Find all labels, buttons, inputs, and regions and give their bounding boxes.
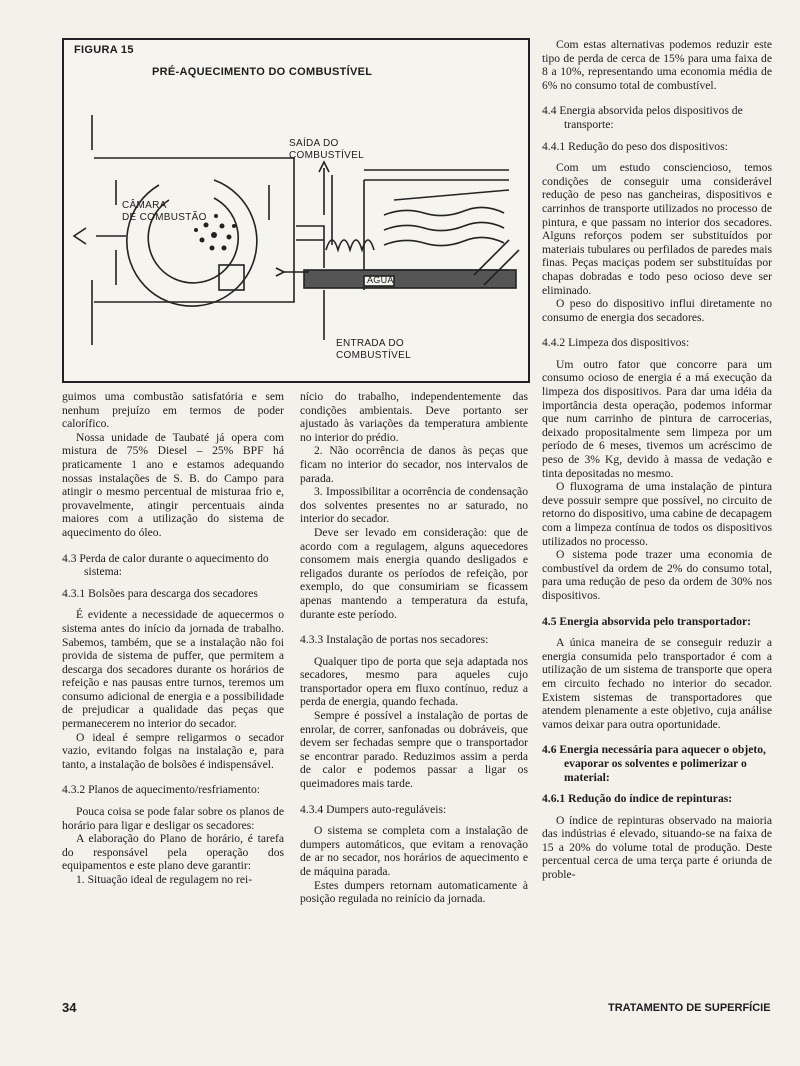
paragraph: A elaboração do Plano de horário, é tarefa do responsável pela operação dos equipamentos e este plano deve garantir:: [62, 832, 284, 873]
outlet-label-line-2: COMBUSTÍVEL: [289, 150, 364, 161]
section-heading-4-6-1: 4.6.1 Redução do índice de repinturas:: [542, 792, 733, 806]
section-heading-4-3-1: 4.3.1 Bolsões para descarga dos secadores: [62, 586, 258, 600]
paragraph: 2. Não ocorrência de danos às peças que ficam no interior do secador, nos intervalos de parada.: [300, 444, 528, 485]
chamber-label-line-2: DE COMBUSTÃO: [122, 212, 207, 223]
paragraph: Estes dumpers retornam automaticamente à posição regulada no reinício da jornada.: [300, 878, 528, 906]
paragraph: Um outro fator que concorre para um consumo ocioso de energia é a má execução da limpeza dos dispositivos. Para dar uma idéia da importância desta operação, podemos informar que num carrinho de pintura de carrocerias, deixado propositalmente sem limpeza por um período de 6 meses, tivemos um acréscimo de peso de 3% Kg, devido à massa de vedação e tinta depositadas no mesmo.: [542, 357, 772, 480]
section-heading-4-4: 4.4 Energia absorvida pelos dispositivos de transporte:: [542, 104, 743, 131]
paragraph: O sistema se completa com a instalação de dumpers automáticos, que evitam a renovação de ar no secador, nos horários de aquecimento e de máquina parada.: [300, 824, 528, 878]
paragraph: O peso do dispositivo influi diretamente no consumo de energia dos secadores.: [542, 297, 772, 324]
publication-name: TRATAMENTO DE SUPERFÍCIE: [608, 1002, 771, 1014]
paragraph: Pouca coisa se pode falar sobre os planos de horário para ligar e desligar os secadores:: [62, 805, 284, 832]
paragraph: Com um estudo consciencioso, temos condições de conseguir uma considerável redução de peso nas gancheiras, dispositivos e carrinhos de transporte utilizados no processo de pintura, e que passam no interior dos secadores. Alguns reforços podem ser substituídos por materiais tubulares ou perfilados de paredes mais finas. Peças maciças podem ser substituídas por chapas dobradas e todo peso ocioso deve ser eliminado.: [542, 161, 772, 297]
section-heading-4-5: 4.5 Energia absorvida pelo transportador:: [542, 614, 752, 628]
section-heading-4-3-3: 4.3.3 Instalação de portas nos secadores:: [300, 633, 489, 647]
column-left: [62, 390, 284, 887]
paragraph: É evidente a necessidade de aquecermos o sistema antes do início da jornada de trabalho. Sabemos, também, que se a instalação não foi provida de sistema de puffer, que permitem a descarga dos secadores durante os horários de refeição e nas pausas entre turnos, teremos um consumo adicional de energia e a possibilidade de prejudicar a qualidade das peças que permanecerem no interior do secador.: [62, 608, 284, 731]
inlet-label-line-1: ENTRADA DO: [336, 338, 405, 349]
section-heading-4-4-2: 4.4.2 Limpeza dos dispositivos:: [542, 336, 690, 350]
section-heading-4-4-1: 4.4.1 Redução do peso dos dispositivos:: [542, 139, 728, 153]
paragraph: Nossa unidade de Taubaté já opera com mistura de 75% Diesel – 25% BPF há praticamente 1 ano e estamos adequando nossas instalações de S. B. do Campo para atingir o mesmo percentual de misturaa frio e, provavelmente, atingir percentuais ainda maiores com a utilização do sistema de aquecimento do óleo.: [62, 430, 284, 539]
paragraph: O índice de repinturas observado na maioria das indústrias é elevado, situando-se na faixa de 15 a 20% do volume total de produção. Deste percentual cerca de uma terça parte é oriunda de proble-: [542, 813, 772, 882]
page-number: 34: [62, 1000, 77, 1015]
chamber-label-line-1: CÂMARA: [122, 200, 167, 211]
section-heading-4-3-4: 4.3.4 Dumpers auto-reguláveis:: [300, 802, 447, 816]
chamber-label: [122, 200, 207, 224]
paragraph: nício do trabalho, independentemente das condições ambientais. Deve portanto ser ajustado às variações da temperatura ambiente no interior do prédio.: [300, 390, 528, 444]
paragraph: Deve ser levado em consideração: que de acordo com a regulagem, alguns aquecedores consomem mais energia quando desligados e religados durante os períodos de refeição, por exemplo, do que consumiriam se ficassem apenas mantendo a temperatura da estufa, durante este período.: [300, 525, 528, 621]
paragraph: O fluxograma de uma instalação de pintura deve possuir sempre que possível, no circuito de retorno do dispositivo, uma cabine de decapagem com a limpeza contínua de todos os dispositivos utilizados no processo.: [542, 480, 772, 548]
paragraph: Qualquer tipo de porta que seja adaptada nos secadores, mesmo para aqueles cujo transportador opera em fluxo contínuo, reduz a perda de energia, quando fechada.: [300, 654, 528, 709]
outlet-label: [289, 138, 364, 162]
paragraph: O sistema pode trazer uma economia de combustível da ordem de 2% do consumo total, para uma redução de peso da ordem de 30% nos dispositivos.: [542, 548, 772, 602]
paragraph: 3. Impossibilitar a ocorrência de condensação dos solventes presentes no ar saturado, no interior do secador.: [300, 485, 528, 526]
outlet-label-line-1: SAÍDA DO: [289, 138, 339, 149]
inlet-label: [336, 338, 411, 362]
paragraph: Com estas alternativas podemos reduzir este tipo de perda de cerca de 15% para uma faixa de 8 a 10%, representando uma economia média de 6% no consumo total de combustível.: [542, 38, 772, 92]
section-heading-4-3-2: 4.3.2 Planos de aquecimento/resfriamento:: [62, 783, 261, 797]
inlet-label-line-2: COMBUSTÍVEL: [336, 350, 411, 361]
section-heading-4-6: 4.6 Energia necessária para aquecer o objeto, evaporar os solventes e polimerizar o material:: [542, 743, 766, 784]
figure-number: FIGURA 15: [74, 44, 134, 56]
column-middle: [300, 390, 528, 906]
paragraph: A única maneira de se conseguir reduzir a energia consumida pelo transportador é com a utilização de um sistema de transporte que opera em circuito fechado no interior do secador. Existem sistemas de transportadores que atendem plenamente a este objetivo, cuja análise vamos deixar para outra oportunidade.: [542, 636, 772, 731]
column-right: [542, 38, 772, 882]
paragraph: 1. Situação ideal de regulagem no rei-: [76, 873, 253, 886]
figure-15: [62, 38, 530, 383]
paragraph: guimos uma combustão satisfatória e sem nenhum prejuízo em termos de poder calorífico.: [62, 390, 284, 431]
section-heading-4-3: 4.3 Perda de calor durante o aquecimento do sistema:: [62, 551, 269, 579]
paragraph: O ideal é sempre religarmos o secador vazio, evitando folgas na instalação e, para tanto, a instalação de bolsões é indispensável.: [62, 730, 284, 771]
paragraph: Sempre é possível a instalação de portas de enrolar, de correr, sanfonadas ou dobráveis, que devem ser fechadas sempre que o transportador se encontrar parado. Reduzimos assim a perda de calor e podemos passar a ligar os queimadores mais tarde.: [300, 709, 528, 791]
figure-title: PRÉ-AQUECIMENTO DO COMBUSTÍVEL: [152, 66, 373, 78]
water-label: ÁGUA: [367, 275, 394, 285]
